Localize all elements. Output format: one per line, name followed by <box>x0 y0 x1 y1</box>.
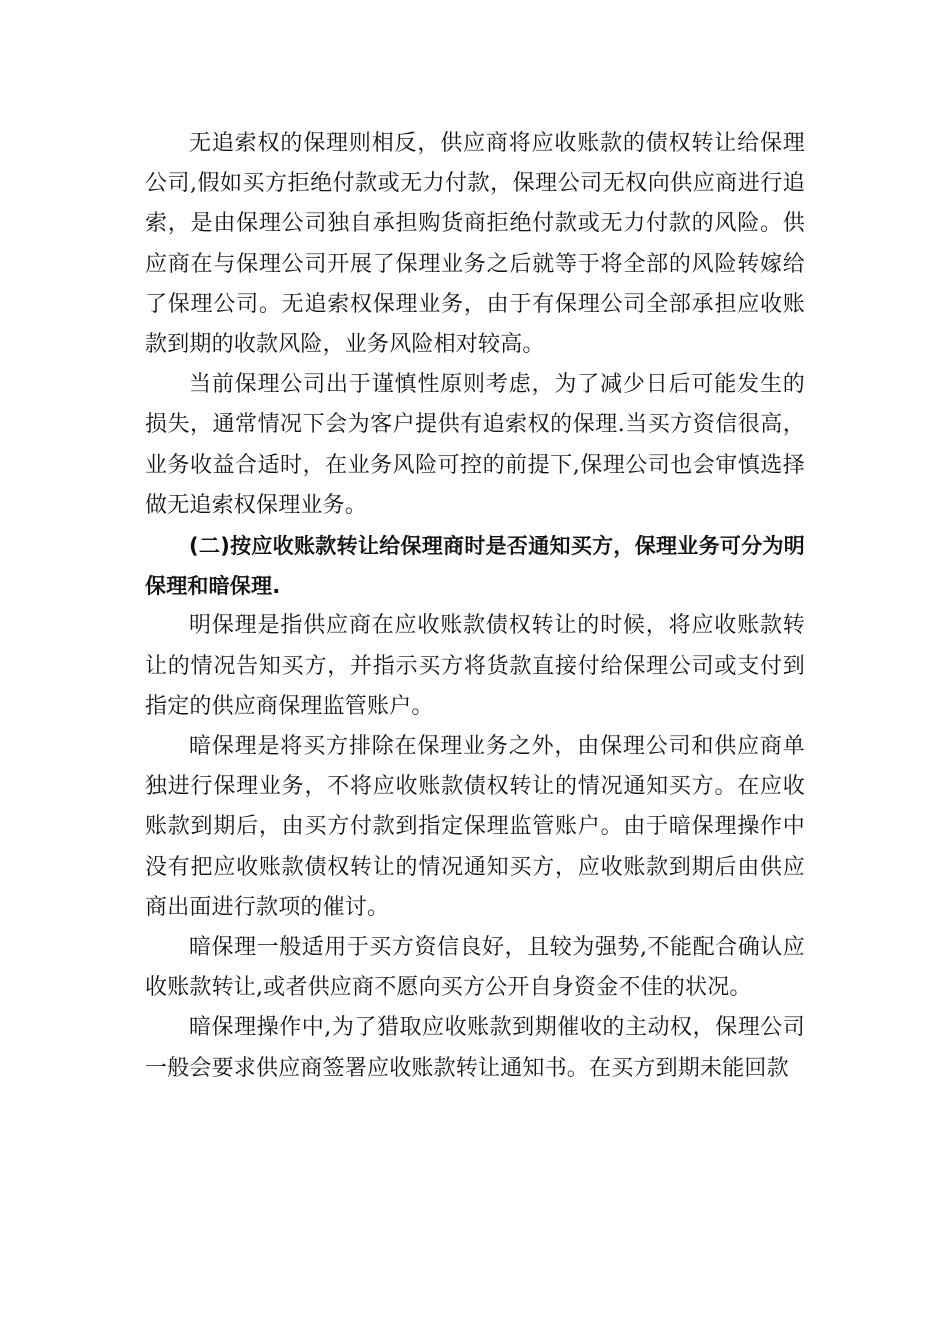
paragraph-current-practice: 当前保理公司出于谨慎性原则考虑，为了减少日后可能发生的损失，通常情况下会为客户提供有追索权的保理.当买方资信很高，业务收益合适时，在业务风险可控的前提下,保理公司也会审慎选择做无追索权保理业务。 <box>145 372 805 518</box>
paragraph-non-recourse-factoring: 无追索权的保理则相反，供应商将应收账款的债权转让给保理公司,假如买方拒绝付款或无力付款，保理公司无权向供应商进行追索，是由保理公司独自承担购货商拒绝付款或无力付款的风险。供应商在与保理公司开展了保理业务之后就等于将全部的风险转嫁给了保理公司。无追索权保理业务，由于有保理公司全部承担应收账款到期的收款风险，业务风险相对较高。 <box>145 131 805 358</box>
paragraph-disclosed-factoring: 明保理是指供应商在应收账款债权转让的时候，将应收账款转让的情况告知买方，并指示买方将货款直接付给保理公司或支付到指定的供应商保理监管账户。 <box>145 613 805 719</box>
paragraph-undisclosed-factoring: 暗保理是将买方排除在保理业务之外，由保理公司和供应商单独进行保理业务，不将应收账款债权转让的情况通知买方。在应收账款到期后，由买方付款到指定保理监管账户。由于暗保理操作中没有把应收账款债权转让的情况通知买方，应收账款到期后由供应商出面进行款项的催讨。 <box>145 734 805 920</box>
document-body <box>145 124 805 1089</box>
section-heading-disclosed-undisclosed: (二)按应收账款转让给保理商时是否通知买方，保理业务可分为明保理和暗保理. <box>145 534 805 599</box>
paragraph-undisclosed-operation: 暗保理操作中,为了猎取应收账款到期催收的主动权，保理公司一般会要求供应商签署应收账款转让通知书。在买方到期未能回款 <box>145 1015 805 1081</box>
paragraph-undisclosed-applicability: 暗保理一般适用于买方资信良好，且较为强势,不能配合确认应收账款转让,或者供应商不愿向买方公开自身资金不佳的状况。 <box>145 935 805 1001</box>
